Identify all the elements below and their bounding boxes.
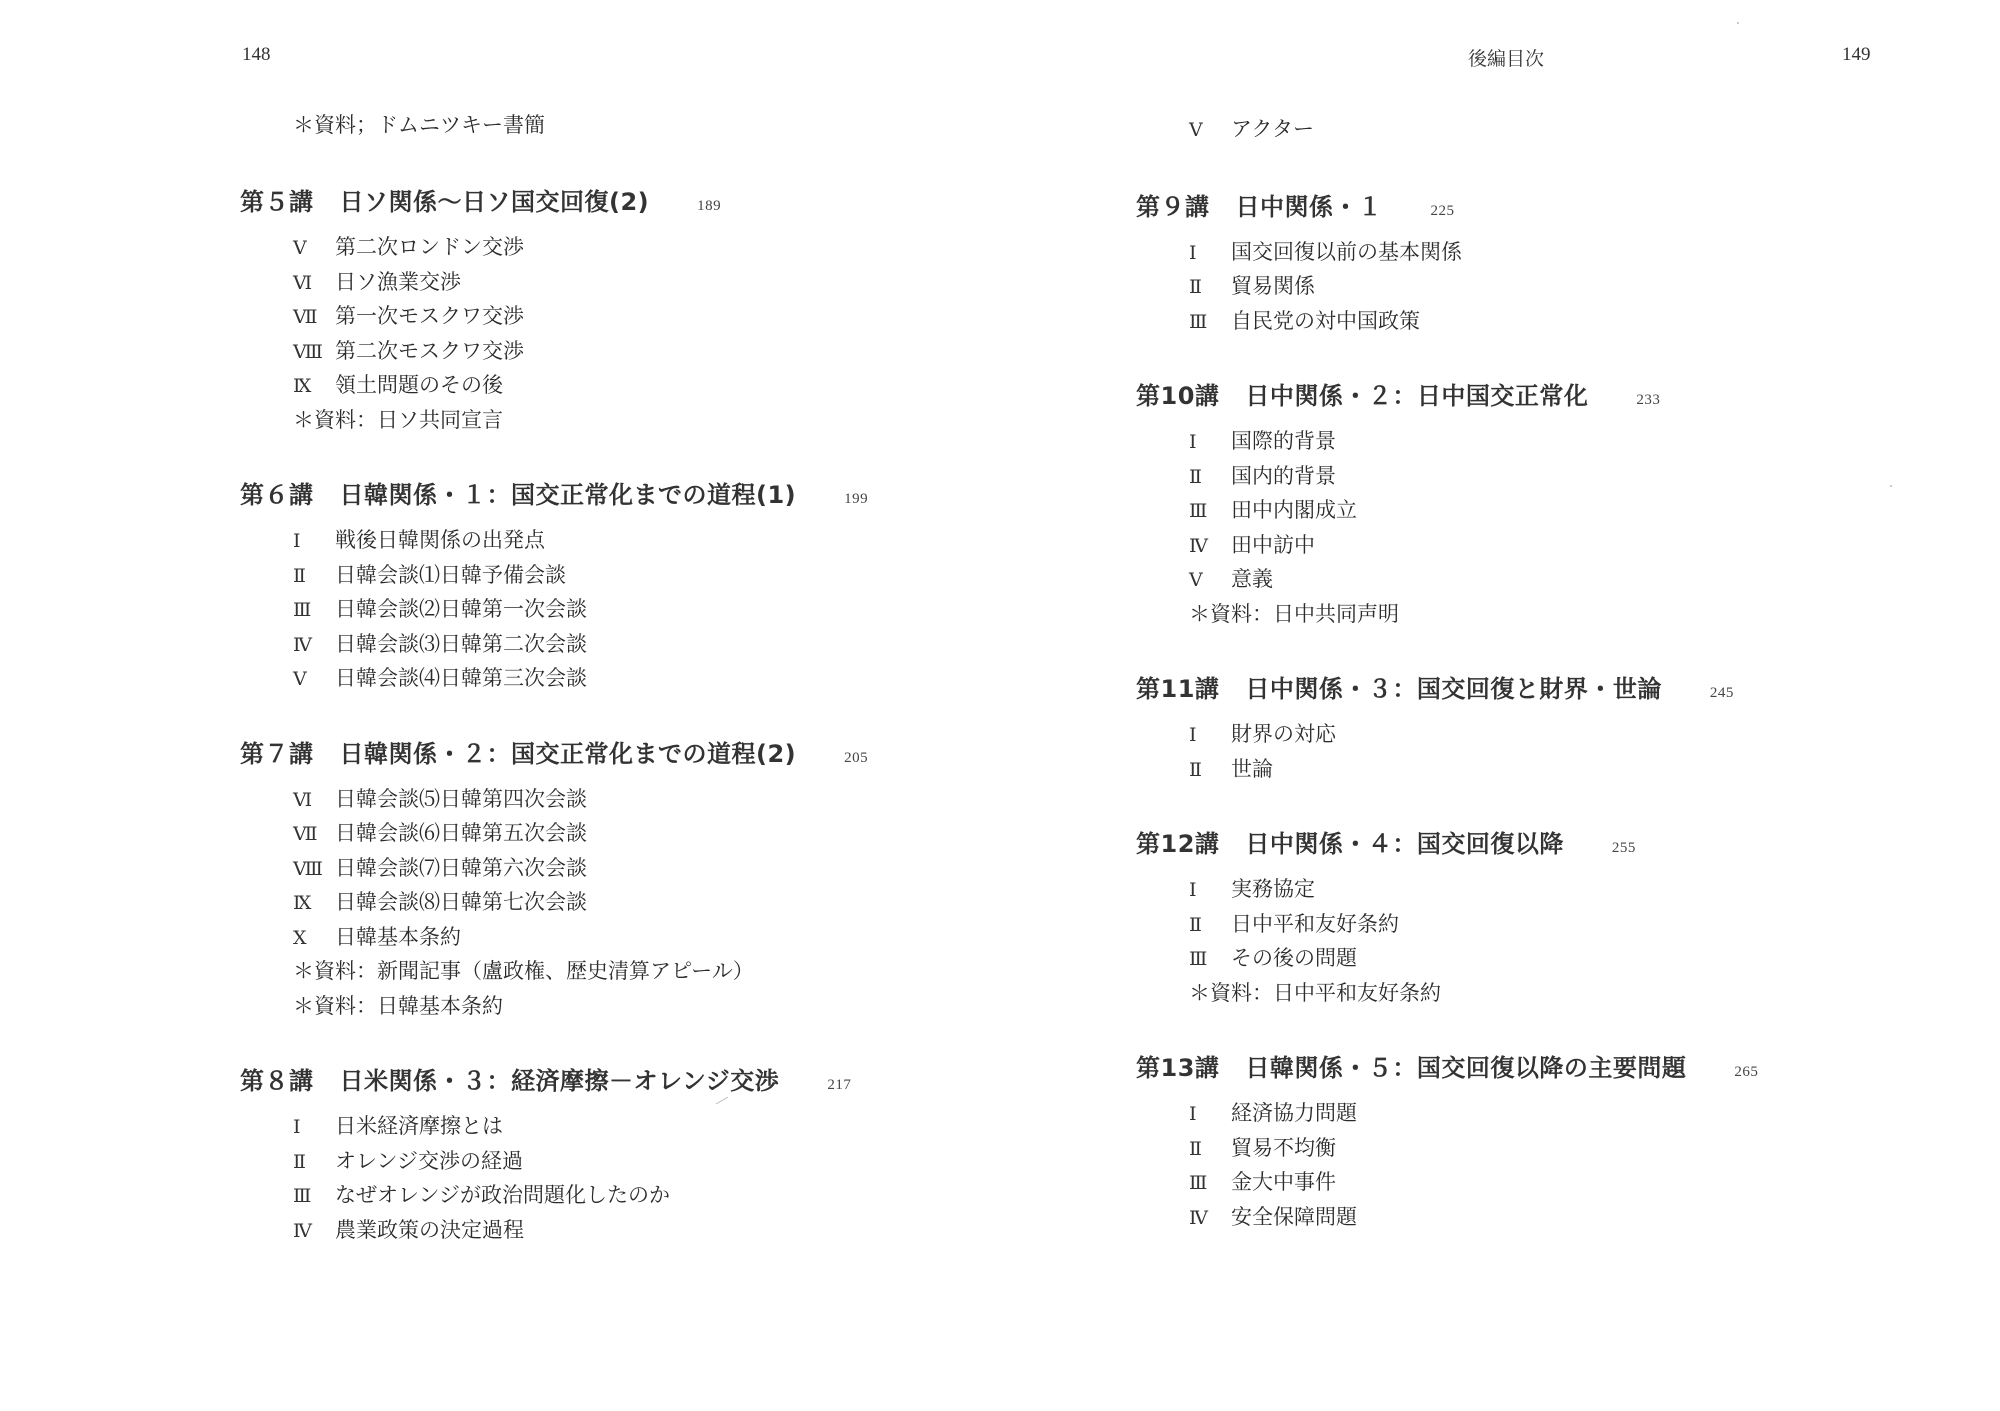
toc-item (1189, 752, 1856, 787)
chapter-page-number: 245 (1709, 685, 1734, 701)
chapter-title: 日韓関係・５：国交回復以降の主要問題 (1245, 1054, 1687, 1082)
chapter-heading (1136, 187, 1856, 225)
chapter-label: 第９講 (1136, 192, 1210, 221)
item-numeral: Ⅱ (1189, 913, 1202, 936)
toc-item (1189, 304, 1856, 339)
item-numeral: Ⅷ (293, 340, 323, 363)
item-text: 日韓会談⑴日韓予備会談 (335, 562, 566, 587)
item-text: 日中平和友好条約 (1231, 911, 1399, 936)
item-text: 国際的背景 (1231, 429, 1336, 453)
chapter-section (240, 1061, 960, 1247)
item-text: 国内的背景 (1231, 463, 1336, 488)
chapter-page-number: 255 (1611, 840, 1636, 856)
item-text: 第一次モスクワ交渉 (335, 304, 524, 328)
item-numeral: Ⅲ (1189, 1172, 1208, 1194)
item-numeral: Ⅴ (293, 668, 307, 690)
chapter-section (1136, 824, 1856, 1010)
item-text: 日韓基本条約 (335, 924, 461, 949)
item-text: 第二次モスクワ交渉 (335, 338, 524, 363)
resource-note: ＊資料：新聞記事（盧政権、歴史清算アピール） (293, 959, 754, 983)
item-text: 財界の対応 (1231, 722, 1336, 746)
item-text: 日韓会談⑵日韓第一次会談 (335, 597, 587, 621)
toc-item (293, 558, 960, 593)
item-numeral: Ⅱ (293, 1150, 306, 1173)
chapter-section (1136, 1048, 1856, 1234)
item-numeral: Ⅴ (1189, 119, 1203, 141)
lead-item (1189, 112, 1856, 147)
item-numeral: Ⅸ (293, 375, 312, 397)
scan-speck (1737, 22, 1739, 24)
toc-item (1189, 1096, 1856, 1131)
item-numeral: Ⅰ (1189, 879, 1197, 901)
chapter-heading (1136, 669, 1856, 707)
toc-item (1189, 528, 1856, 563)
item-text: 金大中事件 (1231, 1170, 1336, 1194)
item-numeral: Ⅱ (293, 564, 306, 587)
chapter-page-number: 189 (697, 198, 722, 214)
item-numeral: Ⅰ (293, 530, 301, 552)
chapter-title: 日米関係・３：経済摩擦－オレンジ交渉 (339, 1067, 780, 1095)
toc-item (1189, 872, 1856, 907)
item-text: 日韓会談⑻日韓第七次会談 (335, 890, 587, 914)
item-text: 意義 (1231, 567, 1273, 591)
chapter-section (240, 475, 960, 696)
toc-item (293, 334, 960, 369)
chapter-heading (240, 734, 960, 772)
item-numeral: Ⅱ (1189, 1137, 1202, 1160)
toc-item (1189, 493, 1856, 528)
right-page-number: 149 (1842, 44, 1871, 65)
chapter-title: 日中関係・２：日中国交正常化 (1245, 382, 1589, 410)
item-numeral: Ⅴ (1189, 569, 1203, 591)
toc-item (293, 885, 960, 920)
item-text: 日韓会談⑷日韓第三次会談 (335, 666, 587, 690)
item-text: その後の問題 (1231, 946, 1357, 970)
item-text: 第二次ロンドン交渉 (335, 235, 524, 259)
toc-item (293, 816, 960, 851)
item-text: 日韓会談⑸日韓第四次会談 (335, 786, 587, 811)
chapter-title: 日韓関係・２：国交正常化までの道程(2) (339, 739, 797, 768)
resource-note: ＊資料：日中共同声明 (1189, 601, 1399, 626)
item-numeral: Ⅴ (293, 237, 307, 259)
toc-item (293, 1213, 960, 1248)
item-text: 安全保障問題 (1231, 1204, 1357, 1229)
chapter-heading (240, 182, 960, 220)
item-numeral: Ⅶ (293, 823, 318, 845)
item-numeral: Ⅲ (1189, 310, 1208, 333)
toc-item (293, 265, 960, 300)
item-numeral: Ⅱ (1189, 465, 1202, 488)
lead-note: ＊資料；ドムニツキー書簡 (293, 113, 545, 137)
item-text: 日韓会談⑶日韓第二次会談 (335, 631, 587, 656)
item-numeral: Ⅶ (293, 306, 318, 328)
toc-item (293, 1144, 960, 1179)
chapter-label: 第７講 (240, 739, 314, 768)
toc-item (1189, 269, 1856, 304)
running-head: 後編目次 (1468, 48, 1545, 70)
toc-item (293, 592, 960, 627)
chapter-page-number: 233 (1636, 392, 1661, 408)
toc-item (1189, 235, 1856, 270)
chapter-heading (1136, 824, 1856, 862)
item-numeral: Ⅳ (293, 633, 312, 656)
chapter-label: 第12講 (1136, 830, 1220, 858)
item-text: 実務協定 (1231, 877, 1315, 901)
item-numeral: Ⅲ (1189, 948, 1208, 970)
item-text: オレンジ交渉の経過 (335, 1148, 523, 1173)
item-numeral: Ⅲ (1189, 500, 1208, 522)
chapter-label: 第６講 (240, 481, 314, 509)
chapter-title: 日中関係・４：国交回復以降 (1245, 830, 1564, 858)
left-page-number: 148 (242, 44, 271, 65)
item-text: 貿易関係 (1231, 274, 1315, 298)
item-text: 日韓会談⑺日韓第六次会談 (335, 855, 587, 880)
item-numeral: Ⅵ (293, 271, 313, 294)
item-numeral: Ⅰ (1189, 1103, 1197, 1125)
item-text: 経済協力問題 (1231, 1101, 1357, 1125)
chapter-label: 第10講 (1136, 382, 1220, 410)
chapter-title: 日中関係・１ (1235, 192, 1383, 221)
chapter-title: 日中関係・３：国交回復と財界・世論 (1245, 675, 1662, 703)
item-numeral: Ⅳ (1189, 1206, 1208, 1229)
chapter-label: 第13講 (1136, 1054, 1220, 1082)
scan-speck (1890, 485, 1892, 487)
left-page-toc (240, 108, 960, 1285)
item-numeral: Ⅳ (293, 1219, 312, 1242)
item-text: 田中内閣成立 (1231, 498, 1357, 522)
item-text: アクター (1231, 117, 1314, 141)
item-numeral: Ⅰ (1189, 724, 1197, 746)
chapter-heading (1136, 376, 1856, 414)
resource-note: ＊資料：日ソ共同宣言 (293, 407, 503, 432)
toc-item (293, 368, 960, 403)
item-numeral: Ⅲ (293, 1185, 312, 1207)
item-numeral: Ⅹ (293, 926, 307, 949)
toc-item (293, 523, 960, 558)
item-text: 田中訪中 (1231, 532, 1315, 557)
item-numeral: Ⅰ (1189, 431, 1197, 453)
resource-note: ＊資料：日韓基本条約 (293, 993, 503, 1018)
chapter-heading (1136, 1048, 1856, 1086)
toc-item (1189, 717, 1856, 752)
item-text: なぜオレンジが政治問題化したのか (335, 1183, 670, 1207)
toc-item (293, 851, 960, 886)
resource-note: ＊資料：日中平和友好条約 (1189, 980, 1441, 1005)
chapter-title: 日ソ関係〜日ソ国交回復(2) (339, 188, 650, 216)
toc-item (1189, 907, 1856, 942)
chapter-section (1136, 669, 1856, 786)
item-text: 国交回復以前の基本関係 (1231, 239, 1462, 264)
item-text: 世論 (1231, 756, 1273, 781)
item-text: 自民党の対中国政策 (1231, 308, 1420, 333)
chapter-section (1136, 187, 1856, 339)
chapter-page-number: 199 (844, 491, 869, 507)
item-text: 戦後日韓関係の出発点 (335, 528, 545, 552)
item-numeral: Ⅰ (1189, 241, 1197, 264)
toc-item (293, 782, 960, 817)
item-numeral: Ⅰ (293, 1116, 301, 1138)
item-numeral: Ⅸ (293, 892, 312, 914)
item-numeral: Ⅱ (1189, 758, 1202, 781)
item-numeral: Ⅳ (1189, 534, 1208, 557)
chapter-heading (240, 1061, 960, 1099)
right-chapter-list (1136, 187, 1856, 1235)
left-chapter-list (240, 182, 960, 1247)
toc-item (1189, 424, 1856, 459)
toc-item (293, 299, 960, 334)
chapter-label: 第11講 (1136, 675, 1220, 703)
toc-item (293, 1109, 960, 1144)
chapter-page-number: 225 (1430, 202, 1455, 219)
chapter-label: 第８講 (240, 1067, 314, 1095)
chapter-page-number: 205 (844, 749, 869, 766)
item-text: 領土問題のその後 (335, 373, 503, 397)
toc-item (293, 1178, 960, 1213)
item-numeral: Ⅷ (293, 857, 323, 880)
chapter-page-number: 265 (1734, 1064, 1759, 1080)
right-page-toc (1136, 112, 1856, 1272)
item-text: 農業政策の決定過程 (335, 1217, 524, 1242)
toc-item (293, 920, 960, 955)
chapter-heading (240, 475, 960, 513)
toc-item (1189, 562, 1856, 597)
toc-item (1189, 1131, 1856, 1166)
chapter-title: 日韓関係・１：国交正常化までの道程(1) (339, 481, 797, 509)
chapter-section (240, 182, 960, 437)
item-numeral: Ⅱ (1189, 276, 1202, 298)
toc-item (1189, 459, 1856, 494)
item-text: 日ソ漁業交渉 (335, 269, 461, 294)
item-numeral: Ⅵ (293, 788, 313, 811)
toc-item (1189, 1165, 1856, 1200)
chapter-section (240, 734, 960, 1024)
chapter-page-number: 217 (827, 1077, 852, 1093)
item-numeral: Ⅲ (293, 599, 312, 621)
item-text: 貿易不均衡 (1231, 1135, 1336, 1160)
toc-item (293, 627, 960, 662)
chapter-section (1136, 376, 1856, 631)
toc-item (1189, 1200, 1856, 1235)
toc-item (1189, 941, 1856, 976)
chapter-label: 第５講 (240, 188, 314, 216)
item-text: 日韓会談⑹日韓第五次会談 (335, 821, 587, 845)
toc-item (293, 661, 960, 696)
toc-item (293, 230, 960, 265)
item-text: 日米経済摩擦とは (335, 1114, 503, 1138)
